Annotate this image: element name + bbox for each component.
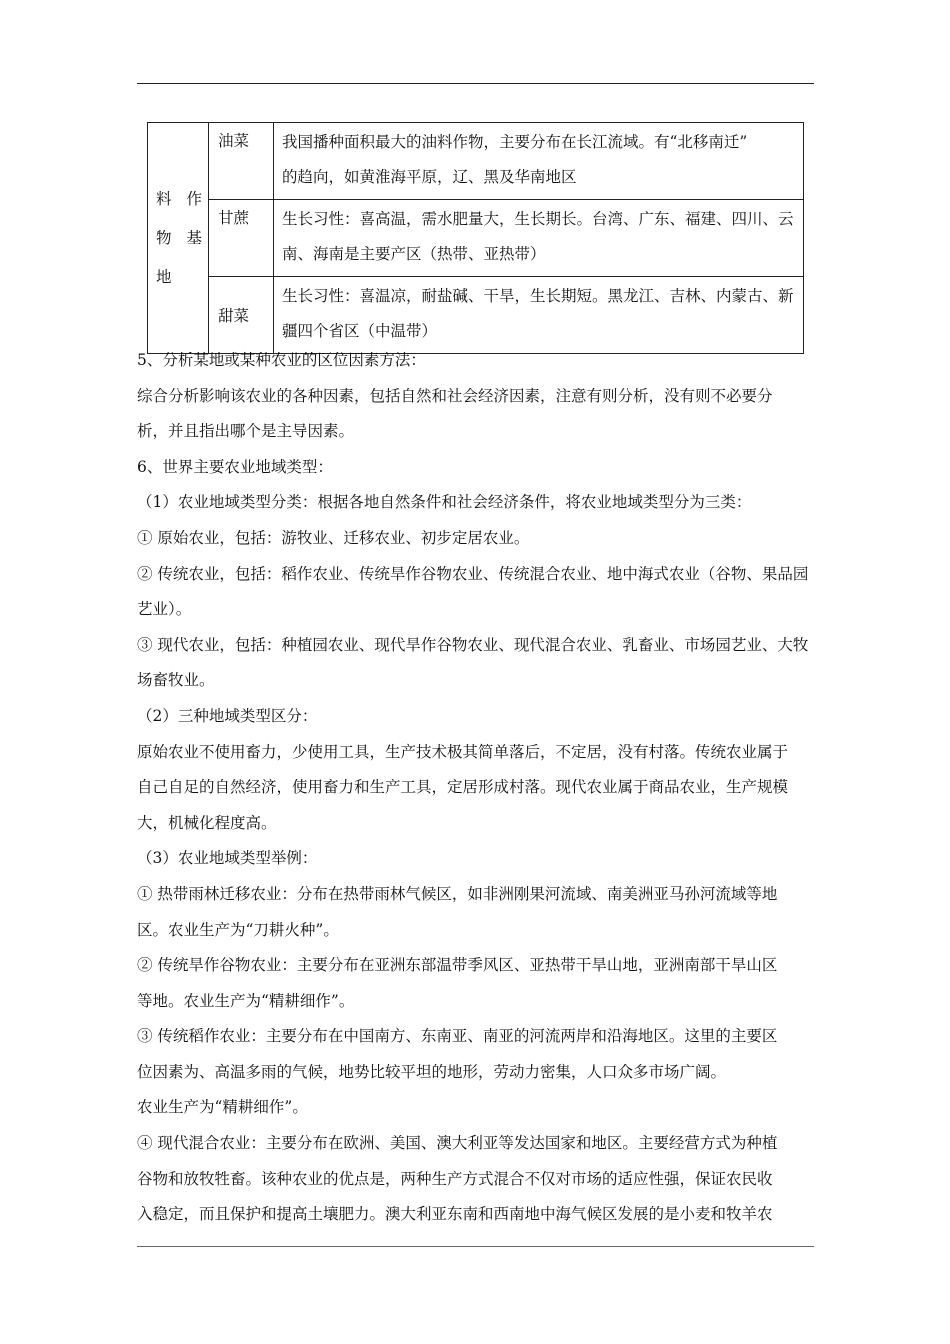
category-char: 地 [156, 267, 172, 286]
subheading: （2）三种地域类型区分： [137, 706, 318, 725]
text-line: 原始农业不使用畜力，少使用工具，生产技术极其简单落后，不定居，没有村落。传统农业属于 [137, 742, 789, 761]
text-line: 大，机械化程度高。 [137, 813, 277, 832]
category-char: 基 [186, 228, 202, 247]
body-text [137, 343, 814, 1233]
subheading: （3）农业地域类型举例： [137, 849, 318, 868]
text-line: 自己自足的自然经济，使用畜力和生产工具，定居形成村落。现代农业属于商品农业，生产规模 [137, 778, 789, 797]
category-char: 物 [156, 228, 172, 247]
footer-rule [137, 1246, 814, 1247]
text-line: ③ 现代农业，包括：种植园农业、现代旱作谷物农业、现代混合农业、乳畜业、市场园艺业、大牧 [137, 635, 809, 654]
crop-name: 甜菜 [218, 307, 250, 325]
table-row [148, 123, 804, 200]
category-char: 作 [186, 189, 202, 208]
text-line: ① 原始农业，包括：游牧业、迁移农业、初步定居农业。 [137, 528, 530, 547]
crop-name: 油菜 [218, 132, 250, 150]
crop-desc-line: 南、海南是主要产区（热带、亚热带） [282, 245, 546, 263]
text-line: 位因素为、高温多雨的气候，地势比较平坦的地形，劳动力密集，人口众多市场广阔。 [137, 1062, 727, 1081]
crop-desc-cell [274, 123, 804, 200]
text-line: 谷物和放牧牲畜。该种农业的优点是，两种生产方式混合不仅对市场的适应性强，保证农民收 [137, 1169, 773, 1188]
crop-desc-line: 生长习性：喜温凉，耐盐碱、干旱，生长期短。黑龙江、吉林、内蒙古、新 [282, 287, 794, 305]
crop-desc-line: 生长习性：喜高温，需水肥量大，生长期长。台湾、广东、福建、四川、云 [282, 210, 794, 228]
crop-desc-line: 的趋向，如黄淮海平原，辽、黑及华南地区 [282, 168, 577, 186]
text-line: ④ 现代混合农业：主要分布在欧洲、美国、澳大利亚等发达国家和地区。主要经营方式为种植 [137, 1134, 778, 1153]
text-line: 农业生产为“精耕细作”。 [137, 1098, 308, 1117]
crop-desc-line: 疆四个省区（中温带） [282, 322, 438, 340]
crop-name-cell [209, 277, 274, 354]
text-line: 艺业）。 [137, 600, 192, 619]
crop-desc-cell [274, 277, 804, 354]
subheading: （1）农业地域类型分类：根据各地自然条件和社会经济条件，将农业地域类型分为三类： [137, 493, 752, 512]
crop-desc-cell [274, 200, 804, 277]
text-line: ② 传统旱作谷物农业：主要分布在亚洲东部温带季风区、亚热带干旱山地，亚洲南部干旱山区 [137, 956, 778, 975]
table-row [148, 200, 804, 277]
heading-5: 5、分析某地或某种农业的区位因素方法： [137, 351, 426, 369]
text-line: 析，并且指出哪个是主导因素。 [137, 422, 355, 441]
crop-base-table [147, 122, 804, 354]
text-line: ② 传统农业，包括：稻作农业、传统旱作谷物农业、传统混合农业、地中海式农业（谷物、果品园 [137, 564, 809, 583]
text-line: 综合分析影响该农业的各种因素，包括自然和社会经济因素，注意有则分析，没有则不必要分 [137, 386, 773, 405]
table-row [148, 277, 804, 354]
crop-desc-line: 我国播种面积最大的油料作物，主要分布在长江流域。有“北移南迁” [282, 133, 748, 151]
crop-name: 甘蔗 [218, 209, 250, 227]
category-cell [148, 123, 209, 354]
text-line: ① 热带雨林迁移农业：分布在热带雨林气候区，如非洲刚果河流域、南美洲亚马孙河流域等地 [137, 884, 778, 903]
crop-name-cell [209, 200, 274, 277]
heading-6: 6、世界主要农业地域类型： [137, 457, 333, 476]
text-line: 等地。农业生产为“精耕细作”。 [137, 991, 355, 1010]
header-rule [137, 83, 814, 84]
text-line: 区。农业生产为“刀耕火种”。 [137, 920, 339, 939]
text-line: 场畜牧业。 [137, 671, 215, 690]
text-line: ③ 传统稻作农业：主要分布在中国南方、东南亚、南亚的河流两岸和沿海地区。这里的主要区 [137, 1027, 778, 1046]
crop-name-cell [209, 123, 274, 200]
category-char: 料 [156, 189, 172, 208]
text-line: 入稳定，而且保护和提高土壤肥力。澳大利亚东南和西南地中海气候区发展的是小麦和牧羊农 [137, 1205, 773, 1224]
